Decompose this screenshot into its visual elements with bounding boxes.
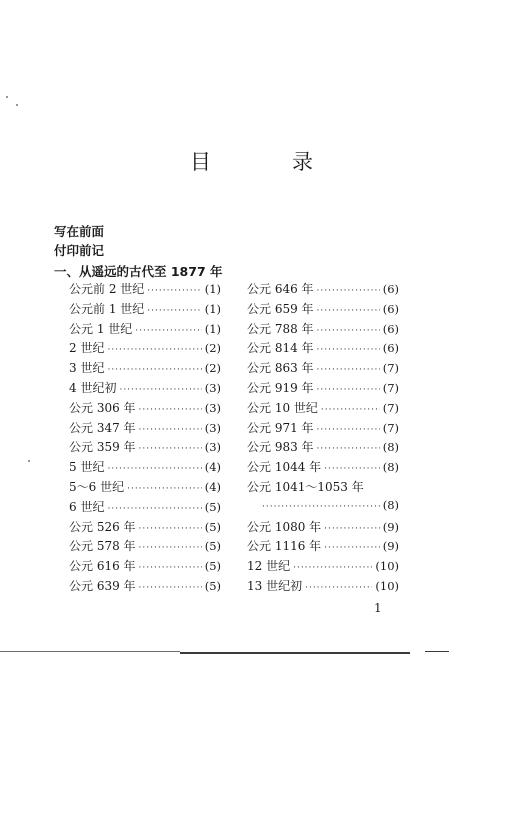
toc-entry-page: (4) <box>204 460 221 475</box>
toc-entry-page: (5) <box>204 559 221 574</box>
toc-entry[interactable] <box>247 320 399 340</box>
toc-entry-label: 公元 983 年 <box>247 440 314 455</box>
toc-entry[interactable] <box>247 577 399 597</box>
toc-entry-page: (2) <box>204 341 221 356</box>
toc-entry-label: 公元 919 年 <box>247 380 314 395</box>
toc-entry-label: 公元 814 年 <box>247 341 314 356</box>
toc-entry[interactable] <box>69 458 221 478</box>
toc-entry-page: (1) <box>204 282 221 296</box>
toc-entry-page: (8) <box>382 460 399 475</box>
toc-entry-label: 5 世纪 <box>69 460 105 475</box>
leader-dots <box>119 385 201 395</box>
toc-entry[interactable] <box>69 537 221 557</box>
toc-entry-label: 公元 616 年 <box>69 559 136 574</box>
toc-entry-label: 公元 788 年 <box>247 321 314 336</box>
toc-entry-page: (6) <box>382 321 399 336</box>
toc-entry-page: (3) <box>204 420 221 435</box>
leader-dots <box>324 524 380 534</box>
leader-dots <box>139 405 202 415</box>
toc-entry-label: 公元 1 世纪 <box>69 321 133 336</box>
leader-dots <box>107 464 201 474</box>
leader-dots <box>139 444 202 454</box>
toc-entry-page: (6) <box>382 301 399 316</box>
toc-entry-label: 12 世纪 <box>247 559 291 574</box>
toc-entry-label: 公元 347 年 <box>69 420 136 435</box>
toc-entry-page: (5) <box>204 519 221 534</box>
leader-dots <box>127 484 202 494</box>
leader-dots <box>107 504 201 514</box>
toc-entry[interactable] <box>247 379 399 399</box>
toc-entry[interactable] <box>247 280 399 300</box>
scan-speck <box>28 460 30 462</box>
toc-entry[interactable] <box>247 498 399 518</box>
toc-right-column <box>247 280 399 597</box>
leader-dots <box>317 425 380 435</box>
leader-dots <box>139 524 202 534</box>
scan-rule-right <box>425 651 449 652</box>
toc-entry-label: 公元 1116 年 <box>247 539 322 554</box>
page-number: 1 <box>374 601 382 615</box>
toc-entry[interactable] <box>247 458 399 478</box>
leader-dots <box>293 563 372 573</box>
leader-dots <box>317 345 380 355</box>
toc-entry[interactable] <box>247 419 399 439</box>
leader-dots <box>317 286 380 296</box>
leader-dots <box>107 345 201 355</box>
leader-dots <box>305 583 372 593</box>
toc-entry-label: 2 世纪 <box>69 341 105 356</box>
toc-entry[interactable] <box>69 280 221 300</box>
toc-entry[interactable] <box>69 518 221 538</box>
toc-entry[interactable] <box>69 577 221 597</box>
toc-entry[interactable] <box>69 379 221 399</box>
scan-speck <box>16 104 18 106</box>
toc-entry-label: 3 世纪 <box>69 361 105 376</box>
toc-entry-page: (10) <box>375 559 399 574</box>
leader-dots <box>324 464 380 474</box>
toc-entry-label: 4 世纪初 <box>69 380 117 395</box>
toc-entry-page: (3) <box>204 380 221 395</box>
toc-entry-page: (2) <box>204 361 221 376</box>
toc-entry-page: (7) <box>382 420 399 435</box>
toc-entry-page: (1) <box>204 301 221 316</box>
toc-entry-page: (5) <box>204 578 221 593</box>
leader-dots <box>139 563 202 573</box>
toc-entry[interactable] <box>247 438 399 458</box>
toc-entry-page: (3) <box>204 400 221 415</box>
toc-entry-page: (6) <box>382 282 399 296</box>
leader-dots <box>139 425 202 435</box>
leader-dots <box>107 365 201 375</box>
toc-entry[interactable] <box>247 537 399 557</box>
toc-entry[interactable] <box>69 300 221 320</box>
toc-entry-label: 公元 306 年 <box>69 400 136 415</box>
toc-entry-page: (5) <box>204 539 221 554</box>
scan-speck <box>6 96 8 98</box>
toc-entry-label: 公元 578 年 <box>69 539 136 554</box>
toc-entry-label: 6 世纪 <box>69 499 105 514</box>
leader-dots <box>135 326 201 336</box>
toc-entry-label: 公元 639 年 <box>69 578 136 593</box>
toc-entry-page: (9) <box>382 539 399 554</box>
toc-entry[interactable] <box>69 399 221 419</box>
toc-entry-label: 公元 1080 年 <box>247 519 322 534</box>
toc-entry-page: (3) <box>204 440 221 455</box>
toc-entry[interactable] <box>247 399 399 419</box>
leader-dots <box>317 306 380 316</box>
toc-entry-label: 5～6 世纪 <box>69 479 125 494</box>
toc-entry[interactable] <box>247 359 399 379</box>
leader-dots <box>317 385 380 395</box>
leader-dots <box>317 326 380 336</box>
toc-entry-page: (9) <box>382 519 399 534</box>
section-chapter-1[interactable]: 一、从遥远的古代至 1877 年 <box>54 264 223 279</box>
leader-dots <box>147 286 201 296</box>
leader-dots <box>321 405 380 415</box>
scan-rule-left <box>0 651 180 652</box>
toc-entry-page: (7) <box>382 361 399 376</box>
toc-entry-label: 公元前 2 世纪 <box>69 282 145 296</box>
toc-entry[interactable] <box>247 339 399 359</box>
toc-title: 目 录 <box>190 150 343 174</box>
toc-entry-page: (7) <box>382 380 399 395</box>
scan-rule-middle <box>180 652 410 654</box>
toc-entry-page: (10) <box>375 578 399 593</box>
leader-dots <box>139 543 202 553</box>
toc-entry-label: 公元前 1 世纪 <box>69 301 145 316</box>
toc-entry[interactable] <box>69 359 221 379</box>
leader-dots <box>317 444 380 454</box>
toc-entry-page: (4) <box>204 479 221 494</box>
section-preface[interactable]: 写在前面 <box>54 224 105 239</box>
toc-entry[interactable] <box>69 438 221 458</box>
toc-entry-label: 公元 863 年 <box>247 361 314 376</box>
toc-entry-label: 公元 971 年 <box>247 420 314 435</box>
toc-entry-page: (7) <box>382 400 399 415</box>
leader-dots <box>262 502 380 512</box>
toc-entry[interactable] <box>69 419 221 439</box>
toc-entry-label: 公元 526 年 <box>69 519 136 534</box>
toc-entry-page: (1) <box>204 321 221 336</box>
toc-entry-page: (8) <box>382 497 399 512</box>
toc-entry-label: 公元 359 年 <box>69 440 136 455</box>
toc-entry-label: 公元 10 世纪 <box>247 400 318 415</box>
toc-entry-page: (6) <box>382 341 399 356</box>
toc-left-column <box>69 280 221 597</box>
toc-entry-label: 13 世纪初 <box>247 578 303 593</box>
leader-dots <box>317 365 380 375</box>
toc-entry[interactable] <box>247 300 399 320</box>
toc-entry[interactable] <box>69 478 221 498</box>
leader-dots <box>147 306 201 316</box>
leader-dots <box>324 543 380 553</box>
toc-entry[interactable] <box>69 498 221 518</box>
toc-entry[interactable] <box>69 557 221 577</box>
toc-entry-label: 公元 646 年 <box>247 282 314 296</box>
toc-entry-label: 公元 1044 年 <box>247 460 322 475</box>
toc-entry[interactable] <box>247 518 399 538</box>
toc-entry-label: 公元 1041～1053 年 <box>247 479 364 494</box>
section-reprint-note[interactable]: 付印前记 <box>54 243 105 258</box>
toc-entry-page: (8) <box>382 440 399 455</box>
toc-entry-page: (5) <box>204 499 221 514</box>
toc-entry[interactable] <box>69 320 221 340</box>
toc-entry[interactable] <box>247 478 399 498</box>
toc-entry[interactable] <box>69 339 221 359</box>
leader-dots <box>139 583 202 593</box>
toc-entry-label: 公元 659 年 <box>247 301 314 316</box>
toc-entry[interactable] <box>247 557 399 577</box>
